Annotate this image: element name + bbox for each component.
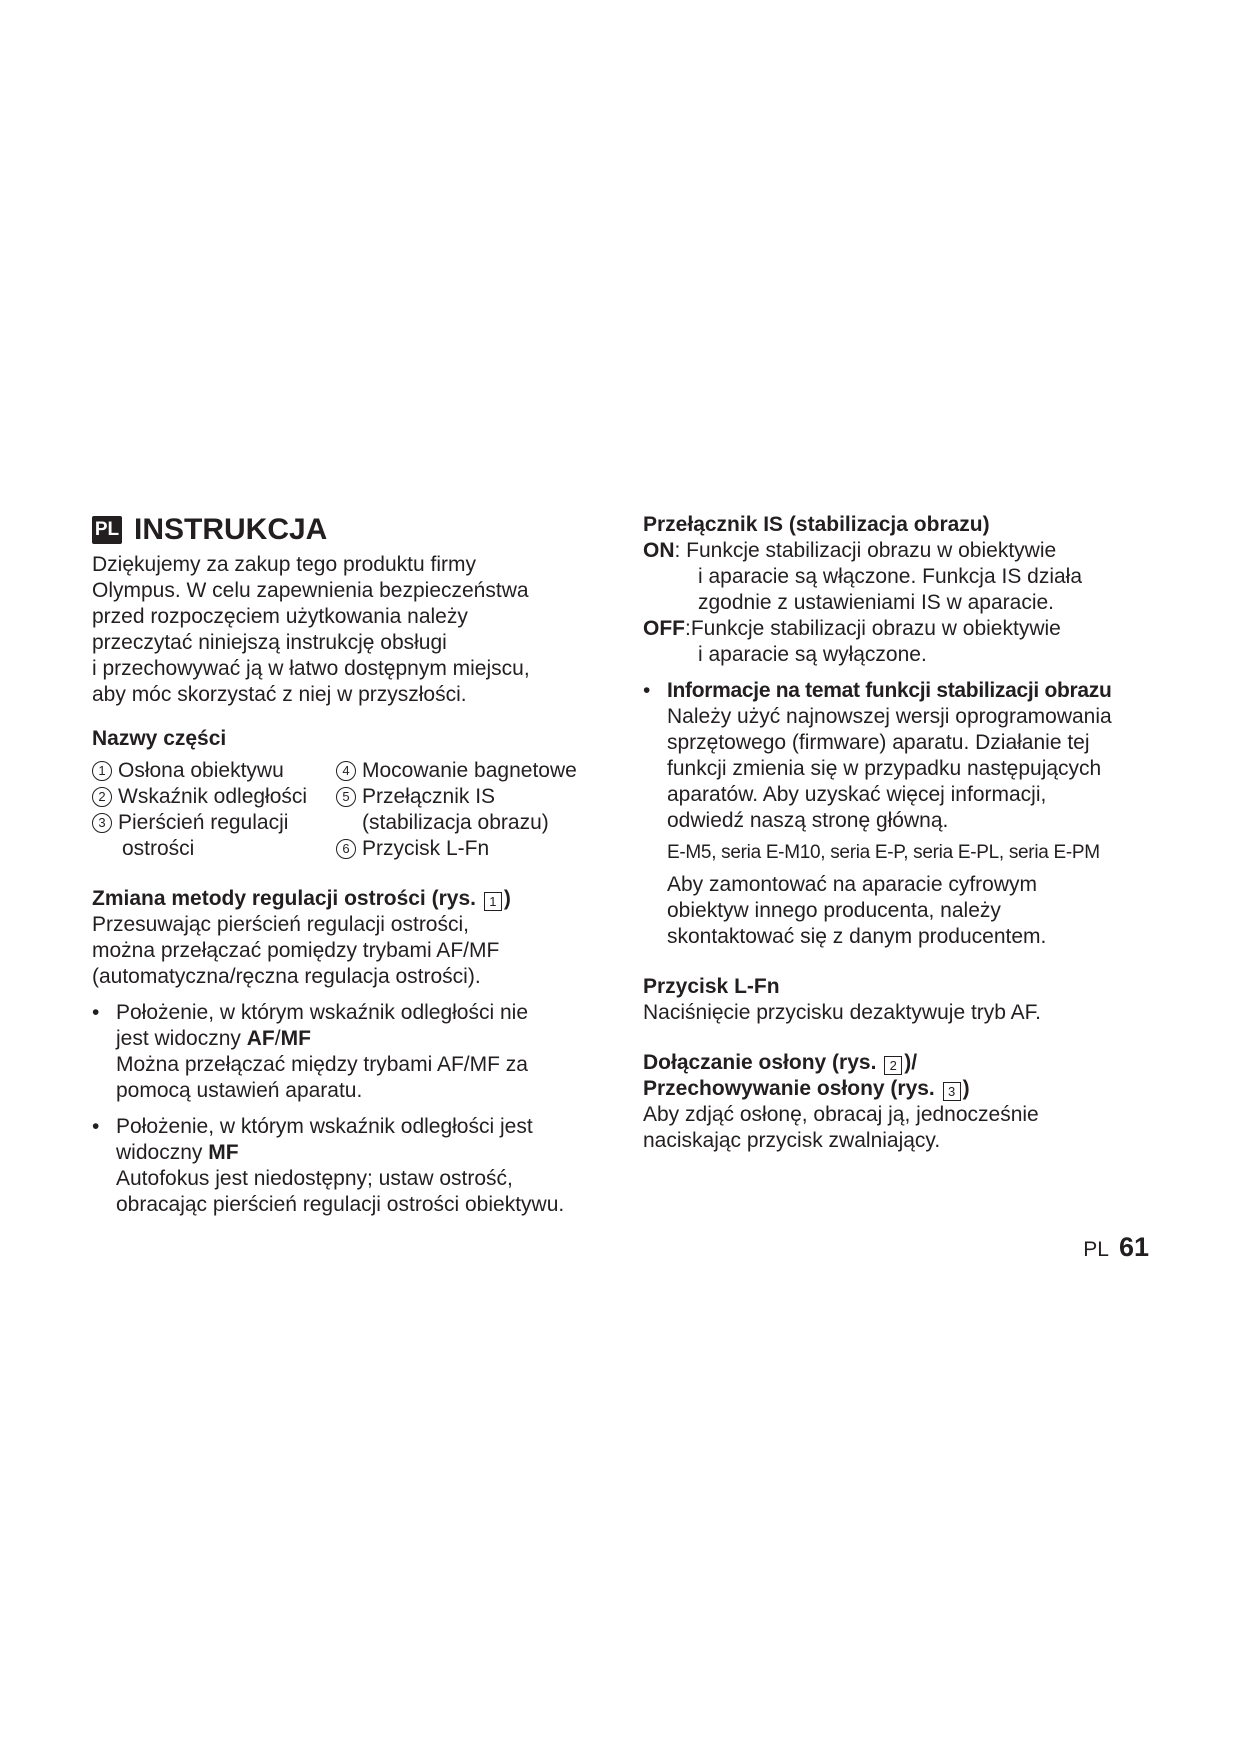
off-desc-cont: i aparacie są wyłączone. (698, 643, 927, 666)
figure-ref: 2 (884, 1056, 902, 1075)
bullet-desc: pomocą ustawień aparatu. (116, 1079, 363, 1102)
info-line: funkcji zmienia się w przypadku następujących (667, 757, 1102, 780)
part-number: 4 (336, 761, 356, 781)
hood-line: Aby zdjąć osłonę, obracaj ją, jednocześnie (643, 1103, 1039, 1126)
bullet-line (116, 1140, 612, 1166)
focus-heading-text: Zmiana metody regulacji ostrości (rys. (92, 887, 476, 910)
bullet-mark: • (92, 1115, 100, 1138)
mode-mf: MF (280, 1027, 311, 1050)
on-term: ON (643, 539, 675, 562)
part-item-continued (92, 836, 336, 862)
part-label: Pierścień regulacji (118, 811, 289, 834)
hood-heading-close: )/ (904, 1051, 918, 1074)
language-badge: PL (92, 516, 122, 544)
bullet-line-text: jest widoczny (116, 1027, 241, 1050)
mode-mf: MF (208, 1141, 239, 1164)
mode-slash: / (274, 1027, 281, 1050)
info-line: Aby zamontować na aparacie cyfrowym (667, 873, 1037, 896)
info-body (667, 678, 1163, 950)
part-label: Mocowanie bagnetowe (362, 759, 577, 782)
info-line: obiektyw innego producenta, należy (667, 899, 1001, 922)
bullet-desc: obracając pierścień regulacji ostrości obiektywu. (116, 1193, 565, 1216)
hood-line: naciskając przycisk zwalniający. (643, 1129, 941, 1152)
part-item (336, 758, 612, 784)
is-switch-heading: Przełącznik IS (stabilizacja obrazu) (643, 513, 990, 536)
bullet-mark: • (92, 1001, 100, 1024)
focus-line: Przesuwając pierścień regulacji ostrości, (92, 913, 469, 936)
intro-line: Dziękujemy za zakup tego produktu firmy (92, 553, 476, 576)
parts-heading: Nazwy części (92, 727, 227, 750)
intro-line: Olympus. W celu zapewnienia bezpieczeństwa (92, 579, 529, 602)
bullet-mark: • (643, 679, 651, 702)
part-label: (stabilizacja obrazu) (362, 811, 549, 834)
camera-models: E-M5, seria E-M10, seria E-P, seria E-PL, seria E-PM (667, 842, 1100, 863)
hood-heading-close: ) (962, 1077, 970, 1100)
info-line: odwiedź naszą stronę główną. (667, 809, 949, 832)
part-label: ostrości (122, 837, 195, 860)
info-line: Należy użyć najnowszej wersji oprogramowania (667, 705, 1112, 728)
focus-heading-close: ) (503, 887, 511, 910)
part-label: Wskaźnik odległości (118, 785, 308, 808)
off-desc: :Funkcje stabilizacji obrazu w obiektywie (685, 617, 1061, 640)
bullet-desc: Autofokus jest niedostępny; ustaw ostrość, (116, 1167, 513, 1190)
hood-heading-text: Dołączanie osłony (rys. (643, 1051, 877, 1074)
on-desc-cont: zgodnie z ustawieniami IS w aparacie. (698, 591, 1055, 614)
mode-af: AF (246, 1027, 275, 1050)
intro-line: przed rozpoczęciem użytkowania należy (92, 605, 468, 628)
hood-body (643, 1102, 1163, 1154)
bullet-body (116, 1000, 612, 1104)
bullet-line (116, 1026, 612, 1052)
info-line: aparatów. Aby uzyskać więcej informacji, (667, 783, 1047, 806)
info-heading: Informacje na temat funkcji stabilizacji obrazu (667, 679, 1112, 702)
bullet-af-mf (92, 1000, 612, 1104)
right-column (643, 512, 1163, 1154)
part-item (336, 784, 612, 810)
intro-line: przeczytać niniejszą instrukcję obsługi (92, 631, 447, 654)
part-item-continued (336, 810, 612, 836)
footer-lang: PL (1083, 1238, 1109, 1261)
info-text-2 (667, 872, 1163, 950)
bullet-body (116, 1114, 612, 1218)
parts-list (92, 758, 612, 862)
left-column (92, 512, 612, 1218)
part-label: Przełącznik IS (362, 785, 496, 808)
part-item (92, 810, 336, 836)
part-number: 6 (336, 839, 356, 859)
hood-heading-2 (643, 1076, 1163, 1102)
focus-line: (automatyczna/ręczna regulacja ostrości). (92, 965, 481, 988)
bullet-line: Położenie, w którym wskaźnik odległości nie (116, 1001, 529, 1024)
info-line: skontaktować się z danym producentem. (667, 925, 1047, 948)
figure-ref: 3 (943, 1082, 961, 1101)
part-item (92, 784, 336, 810)
part-number: 3 (92, 813, 112, 833)
info-text (667, 704, 1163, 834)
part-number: 2 (92, 787, 112, 807)
part-label: Przycisk L-Fn (362, 837, 490, 860)
lfn-body: Naciśnięcie przycisku dezaktywuje tryb AF. (643, 1001, 1041, 1024)
figure-ref: 1 (484, 892, 502, 911)
on-desc: : Funkcje stabilizacji obrazu w obiektywie (674, 539, 1057, 562)
is-on-row (643, 538, 1163, 564)
part-label: Osłona obiektywu (118, 759, 284, 782)
on-desc-cont: i aparacie są włączone. Funkcja IS działa (698, 565, 1083, 588)
title-text: INSTRUKCJA (134, 513, 328, 546)
part-number: 1 (92, 761, 112, 781)
page-footer (1083, 1232, 1149, 1263)
info-bullet (643, 678, 1163, 950)
focus-line: można przełączać pomiędzy trybami AF/MF (92, 939, 500, 962)
part-item (92, 758, 336, 784)
info-line: sprzętowego (firmware) aparatu. Działanie tej (667, 731, 1090, 754)
bullet-mf (92, 1114, 612, 1218)
hood-heading-text: Przechowywanie osłony (rys. (643, 1077, 935, 1100)
intro-line: i przechowywać ją w łatwo dostępnym miejscu, (92, 657, 530, 680)
focus-heading (92, 886, 612, 912)
hood-heading-1 (643, 1050, 1163, 1076)
intro-paragraph (92, 552, 612, 708)
page-title (92, 512, 612, 548)
part-item (336, 836, 612, 862)
page-number: 61 (1118, 1232, 1149, 1262)
part-number: 5 (336, 787, 356, 807)
focus-body (92, 912, 612, 990)
bullet-desc: Można przełączać między trybami AF/MF za (116, 1053, 528, 1076)
is-off-row (643, 616, 1163, 642)
intro-line: aby móc skorzystać z niej w przyszłości. (92, 683, 467, 706)
off-term: OFF (643, 617, 685, 640)
bullet-line-text: widoczny (116, 1141, 203, 1164)
lfn-heading: Przycisk L-Fn (643, 975, 780, 998)
bullet-line: Położenie, w którym wskaźnik odległości jest (116, 1115, 533, 1138)
